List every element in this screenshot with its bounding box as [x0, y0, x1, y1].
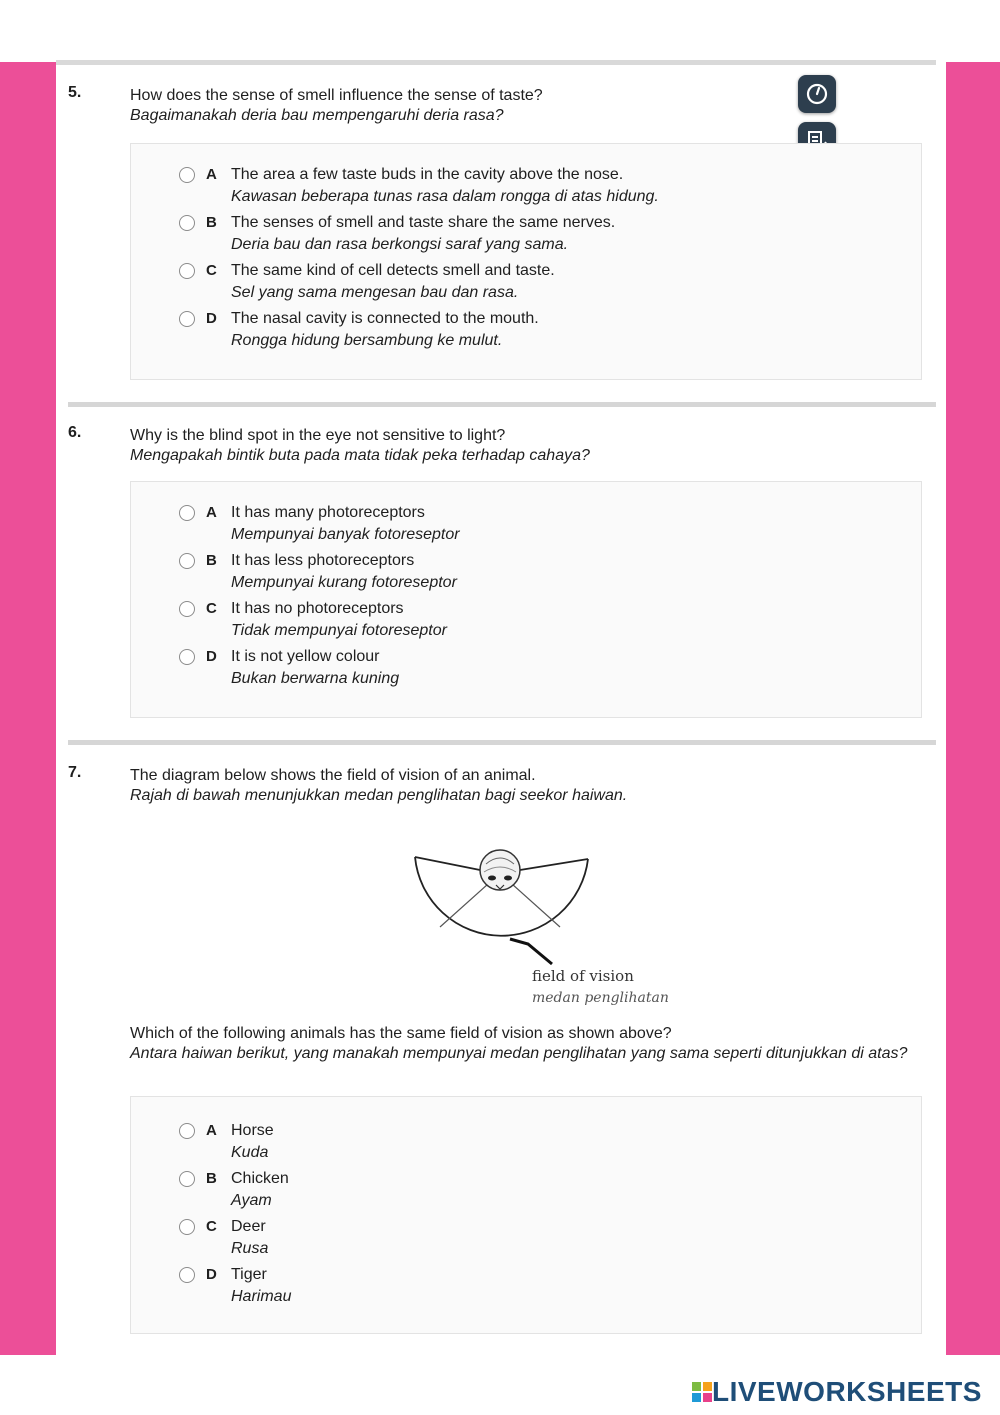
question-7-text: [130, 766, 930, 806]
option-text-ms: Mempunyai banyak fotoreseptor: [231, 526, 460, 543]
option-text-ms: Sel yang sama mengesan bau dan rasa.: [231, 284, 519, 301]
liveworksheets-logo-icon: [692, 1382, 712, 1402]
question-6-ms: Mengapakah bintik buta pada mata tidak peka terhadap cahaya?: [130, 447, 590, 464]
option-text-ms: Rusa: [231, 1240, 269, 1257]
question-6-options: [130, 481, 922, 718]
option-text-ms: Harimau: [231, 1288, 292, 1305]
radio-6a[interactable]: [179, 505, 195, 521]
radio-5b[interactable]: [179, 215, 195, 231]
option-text-ms: Deria bau dan rasa berkongsi saraf yang sama.: [231, 236, 569, 253]
option-text-en: It has many photoreceptors: [231, 504, 425, 521]
question-5-text: [130, 86, 930, 126]
right-pink-margin: [946, 62, 1000, 1355]
vision-diagram-graphic: [410, 842, 680, 967]
option-text-en: Horse: [231, 1122, 274, 1139]
radio-7c[interactable]: [179, 1219, 195, 1235]
question-divider: [68, 402, 936, 407]
question-7-options: [130, 1096, 922, 1334]
question-5-ms: Bagaimanakah deria bau mempengaruhi deria rasa?: [130, 107, 504, 124]
question-6-number: 6.: [68, 424, 82, 441]
question-5-en: How does the sense of smell influence the sense of taste?: [130, 87, 543, 104]
question-6-text: [130, 426, 930, 466]
radio-6d[interactable]: [179, 649, 195, 665]
option-text-ms: Tidak mempunyai fotoreseptor: [231, 622, 447, 639]
question-7-ms: Rajah di bawah menunjukkan medan penglihatan bagi seekor haiwan.: [130, 787, 628, 804]
radio-5d[interactable]: [179, 311, 195, 327]
option-letter: D: [206, 648, 217, 665]
option-letter: B: [206, 552, 217, 569]
question-7-en: The diagram below shows the field of vision of an animal.: [130, 767, 536, 784]
question-7-prompt-en: Which of the following animals has the same field of vision as shown above?: [130, 1025, 672, 1042]
option-text-en: The same kind of cell detects smell and taste.: [231, 262, 555, 279]
diagram-label-ms: medan penglihatan: [532, 990, 669, 1006]
brand-wordmark: LIVEWORKSHEETS: [712, 1376, 982, 1407]
radio-7b[interactable]: [179, 1171, 195, 1187]
option-text-en: The senses of smell and taste share the same nerves.: [231, 214, 616, 231]
left-pink-margin: [0, 62, 56, 1355]
question-7-number: 7.: [68, 764, 82, 781]
option-text-ms: Mempunyai kurang fotoreseptor: [231, 574, 457, 591]
radio-5c[interactable]: [179, 263, 195, 279]
option-text-en: Tiger: [231, 1266, 267, 1283]
option-text-ms: Bukan berwarna kuning: [231, 670, 400, 687]
radio-7d[interactable]: [179, 1267, 195, 1283]
option-text-en: It has no photoreceptors: [231, 600, 404, 617]
option-text-ms: Rongga hidung bersambung ke mulut.: [231, 332, 503, 349]
option-letter: C: [206, 1218, 217, 1235]
radio-5a[interactable]: [179, 167, 195, 183]
top-divider: [56, 60, 936, 65]
option-letter: A: [206, 166, 217, 183]
option-text-en: It has less photoreceptors: [231, 552, 415, 569]
option-text-en: The nasal cavity is connected to the mouth.: [231, 310, 539, 327]
question-divider: [68, 740, 936, 745]
option-letter: C: [206, 262, 217, 279]
radio-7a[interactable]: [179, 1123, 195, 1139]
option-letter: B: [206, 214, 217, 231]
option-text-ms: Kuda: [231, 1144, 269, 1161]
question-5-number: 5.: [68, 84, 82, 101]
diagram-label-en: field of vision: [532, 967, 634, 985]
option-text-en: Chicken: [231, 1170, 289, 1187]
question-7-prompt-ms: Antara haiwan berikut, yang manakah mempunyai medan penglihatan yang sama seperti ditunjukkan di atas?: [130, 1045, 908, 1062]
option-text-ms: Kawasan beberapa tunas rasa dalam rongga di atas hidung.: [231, 188, 659, 205]
field-of-vision-diagram: [410, 842, 680, 1017]
option-text-en: The area a few taste buds in the cavity above the nose.: [231, 166, 624, 183]
option-letter: B: [206, 1170, 217, 1187]
radio-6c[interactable]: [179, 601, 195, 617]
radio-6b[interactable]: [179, 553, 195, 569]
question-7-prompt: [130, 1024, 925, 1064]
question-5-options: [130, 143, 922, 380]
question-6-en: Why is the blind spot in the eye not sensitive to light?: [130, 427, 506, 444]
option-letter: D: [206, 310, 217, 327]
option-letter: C: [206, 600, 217, 617]
option-text-ms: Ayam: [231, 1192, 272, 1209]
option-letter: A: [206, 1122, 217, 1139]
option-letter: A: [206, 504, 217, 521]
option-text-en: Deer: [231, 1218, 266, 1235]
option-text-en: It is not yellow colour: [231, 648, 380, 665]
option-letter: D: [206, 1266, 217, 1283]
